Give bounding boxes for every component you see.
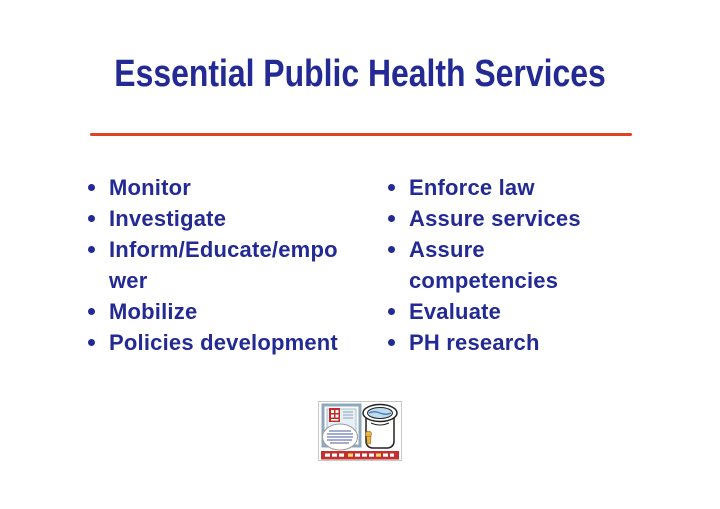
list-item: [88, 203, 384, 234]
bullet-icon: [388, 184, 395, 191]
bullet-list-left: [88, 172, 384, 358]
list-item-text: Evaluate: [409, 299, 502, 324]
bullet-icon: [388, 215, 395, 222]
bullet-icon: [88, 184, 95, 191]
bullet-icon: [88, 308, 95, 315]
list-item: [388, 327, 640, 358]
list-item-text: Mobilize: [109, 299, 198, 324]
list-item-text: PH research: [409, 330, 540, 355]
list-item-text: Monitor: [109, 175, 192, 200]
list-item: [88, 327, 384, 358]
list-item: [388, 172, 640, 203]
list-item: [88, 296, 384, 327]
list-item-text: Assure: [409, 237, 485, 262]
list-item: [88, 234, 384, 296]
title-underline: [90, 133, 632, 136]
bullet-icon: [388, 339, 395, 346]
list-item: [388, 203, 640, 234]
bullet-icon: [88, 215, 95, 222]
list-item-text: Assure services: [409, 206, 581, 231]
list-item-text: competencies: [409, 268, 559, 293]
list-item: [88, 172, 384, 203]
bullet-icon: [388, 308, 395, 315]
bullet-icon: [88, 339, 95, 346]
list-item-text: Inform/Educate/empo: [109, 237, 338, 262]
list-item-text: Policies development: [109, 330, 338, 355]
toilet-hygiene-poster-logo: [318, 401, 402, 461]
bullet-icon: [388, 246, 395, 253]
bullet-icon: [88, 246, 95, 253]
list-item: [388, 234, 640, 296]
slide-title: Essential Public Health Services: [114, 53, 606, 95]
list-item: [388, 296, 640, 327]
list-item-text: Enforce law: [409, 175, 535, 200]
bullet-list-right: [388, 172, 640, 358]
list-item-text: Investigate: [109, 206, 227, 231]
list-item-text: wer: [109, 268, 148, 293]
